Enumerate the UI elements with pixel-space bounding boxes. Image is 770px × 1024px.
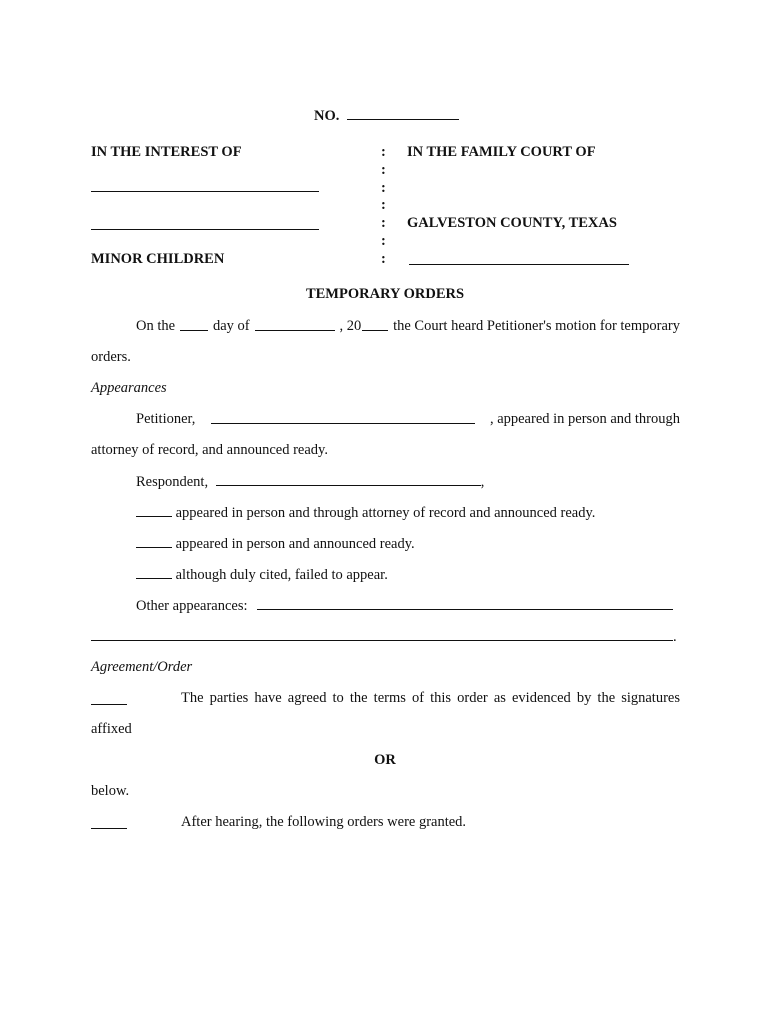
appearances-heading: Appearances: [91, 380, 167, 396]
option-check-blank[interactable]: [136, 535, 172, 548]
other-appearances-blank[interactable]: [257, 597, 673, 610]
petitioner-line: [136, 411, 680, 428]
petitioner-continuation: attorney of record, and announced ready.: [91, 442, 328, 458]
agreed-text: The parties have agreed to the terms of this order as evidenced by the signatures: [181, 690, 680, 706]
caption-colon: :: [381, 250, 386, 267]
respondent-option: [136, 566, 388, 584]
child-name-line-2[interactable]: [91, 229, 319, 230]
intro-rest: the Court heard Petitioner's motion for temporary: [393, 318, 680, 334]
intro-word-year: , 20: [339, 318, 362, 334]
respondent-name-blank[interactable]: [216, 473, 481, 486]
document-title: TEMPORARY ORDERS: [305, 286, 465, 302]
hearing-check-blank[interactable]: [91, 828, 127, 829]
other-appearances-label: Other appearances:: [136, 598, 248, 614]
option-check-blank[interactable]: [136, 566, 172, 579]
child-name-line-1[interactable]: [91, 191, 319, 192]
or-label: OR: [374, 752, 396, 768]
county-label: GALVESTON COUNTY, TEXAS: [407, 215, 617, 231]
year-blank[interactable]: [362, 318, 388, 331]
caption-colon: :: [381, 197, 386, 214]
option-text: although duly cited, failed to appear.: [175, 567, 388, 583]
respondent-option: [136, 504, 595, 522]
other-appearances-end: .: [673, 629, 677, 645]
option-text: appeared in person and announced ready.: [175, 536, 415, 552]
petitioner-tail: , appeared in person and through: [489, 411, 680, 427]
caption-colon: :: [381, 232, 386, 249]
petitioner-label: Petitioner,: [136, 411, 196, 427]
cause-number: [314, 107, 459, 125]
respondent-option: [136, 535, 415, 553]
day-blank[interactable]: [180, 318, 208, 331]
minor-children-label: MINOR CHILDREN: [91, 251, 225, 267]
option-text: appeared in person and through attorney of record and announced ready.: [175, 505, 596, 521]
interest-of-label: IN THE INTEREST OF: [91, 144, 242, 160]
caption-colon-column: [381, 144, 391, 269]
intro-continuation: orders.: [91, 349, 131, 365]
respondent-line: [136, 473, 484, 491]
agreed-continuation: affixed: [91, 721, 132, 737]
agreed-check-blank[interactable]: [91, 704, 127, 705]
hearing-text: After hearing, the following orders were granted.: [181, 814, 467, 830]
agreement-heading: Agreement/Order: [91, 659, 193, 675]
other-appearances-blank-2[interactable]: [91, 628, 673, 641]
other-appearances-line-2: [91, 628, 677, 646]
option-check-blank[interactable]: [136, 504, 172, 517]
respondent-tail: ,: [480, 474, 485, 490]
family-court-label: IN THE FAMILY COURT OF: [407, 144, 596, 160]
court-number-line[interactable]: [409, 264, 629, 265]
intro-line: [136, 318, 680, 335]
below-text: below.: [91, 783, 130, 799]
petitioner-name-blank[interactable]: [211, 411, 475, 424]
caption-colon: :: [381, 161, 386, 178]
month-blank[interactable]: [255, 318, 335, 331]
caption-colon: :: [381, 215, 386, 232]
respondent-label: Respondent,: [136, 474, 209, 490]
intro-word-on-the: On the: [136, 318, 176, 334]
cause-number-blank[interactable]: [347, 107, 459, 120]
cause-number-label: NO.: [314, 108, 340, 124]
caption-colon: :: [381, 179, 386, 196]
caption-colon: :: [381, 144, 386, 160]
intro-word-day-of: day of: [212, 318, 250, 334]
other-appearances-line: [136, 597, 673, 615]
